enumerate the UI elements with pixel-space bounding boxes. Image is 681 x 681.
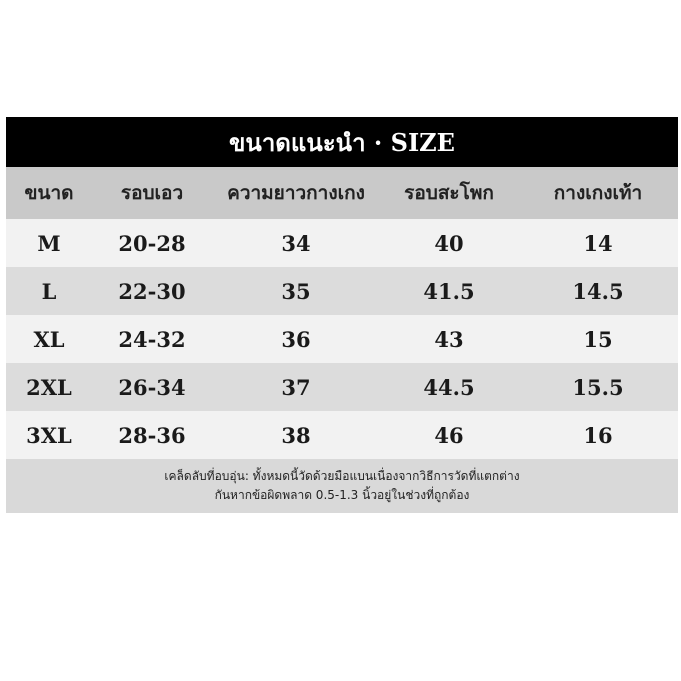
table-row [6,363,678,411]
leg-opening-cell: 14 [583,230,613,256]
length-cell: 36 [281,326,311,352]
size-chart [6,117,678,513]
header-waist: รอบเอว [120,182,184,204]
header-size: ขนาด [24,182,74,204]
header-length: ความยาวกางเกง [227,182,365,204]
waist-cell: 22-30 [118,278,186,304]
leg-opening-cell: 16 [583,422,613,448]
header-hip: รอบสะโพก [404,182,494,204]
leg-opening-cell: 14.5 [572,278,624,304]
length-cell: 37 [281,374,311,400]
waist-cell: 26-34 [118,374,186,400]
waist-cell: 28-36 [118,422,186,448]
hip-cell: 44.5 [423,374,475,400]
length-cell: 38 [281,422,311,448]
size-cell: 3XL [26,422,72,448]
hip-cell: 46 [434,422,464,448]
chart-title: ขนาดแนะนำ · SIZE [6,117,678,167]
length-cell: 34 [281,230,311,256]
leg-opening-cell: 15.5 [572,374,624,400]
header-row [6,167,678,219]
waist-cell: 24-32 [118,326,186,352]
note-line-1: เคล็ดลับที่อบอุ่น: ทั้งหมดนี้วัดด้วยมือแบนเนื่องจากวิธีการวัดที่แตกต่าง [164,469,520,483]
measurement-note [6,459,678,513]
size-cell: XL [33,326,65,352]
waist-cell: 20-28 [118,230,186,256]
table-row [6,315,678,363]
table-row [6,219,678,267]
hip-cell: 43 [434,326,464,352]
header-leg-opening: กางเกงเท้า [553,182,643,204]
length-cell: 35 [281,278,311,304]
size-cell: L [41,278,57,304]
hip-cell: 40 [434,230,464,256]
note-line-2: กันหากข้อผิดพลาด 0.5-1.3 นิ้วอยู่ในช่วงที่ถูกต้อง [214,488,470,502]
table-row [6,267,678,315]
table-row [6,411,678,459]
size-cell: M [37,230,61,256]
hip-cell: 41.5 [423,278,475,304]
leg-opening-cell: 15 [583,326,613,352]
size-cell: 2XL [26,374,72,400]
